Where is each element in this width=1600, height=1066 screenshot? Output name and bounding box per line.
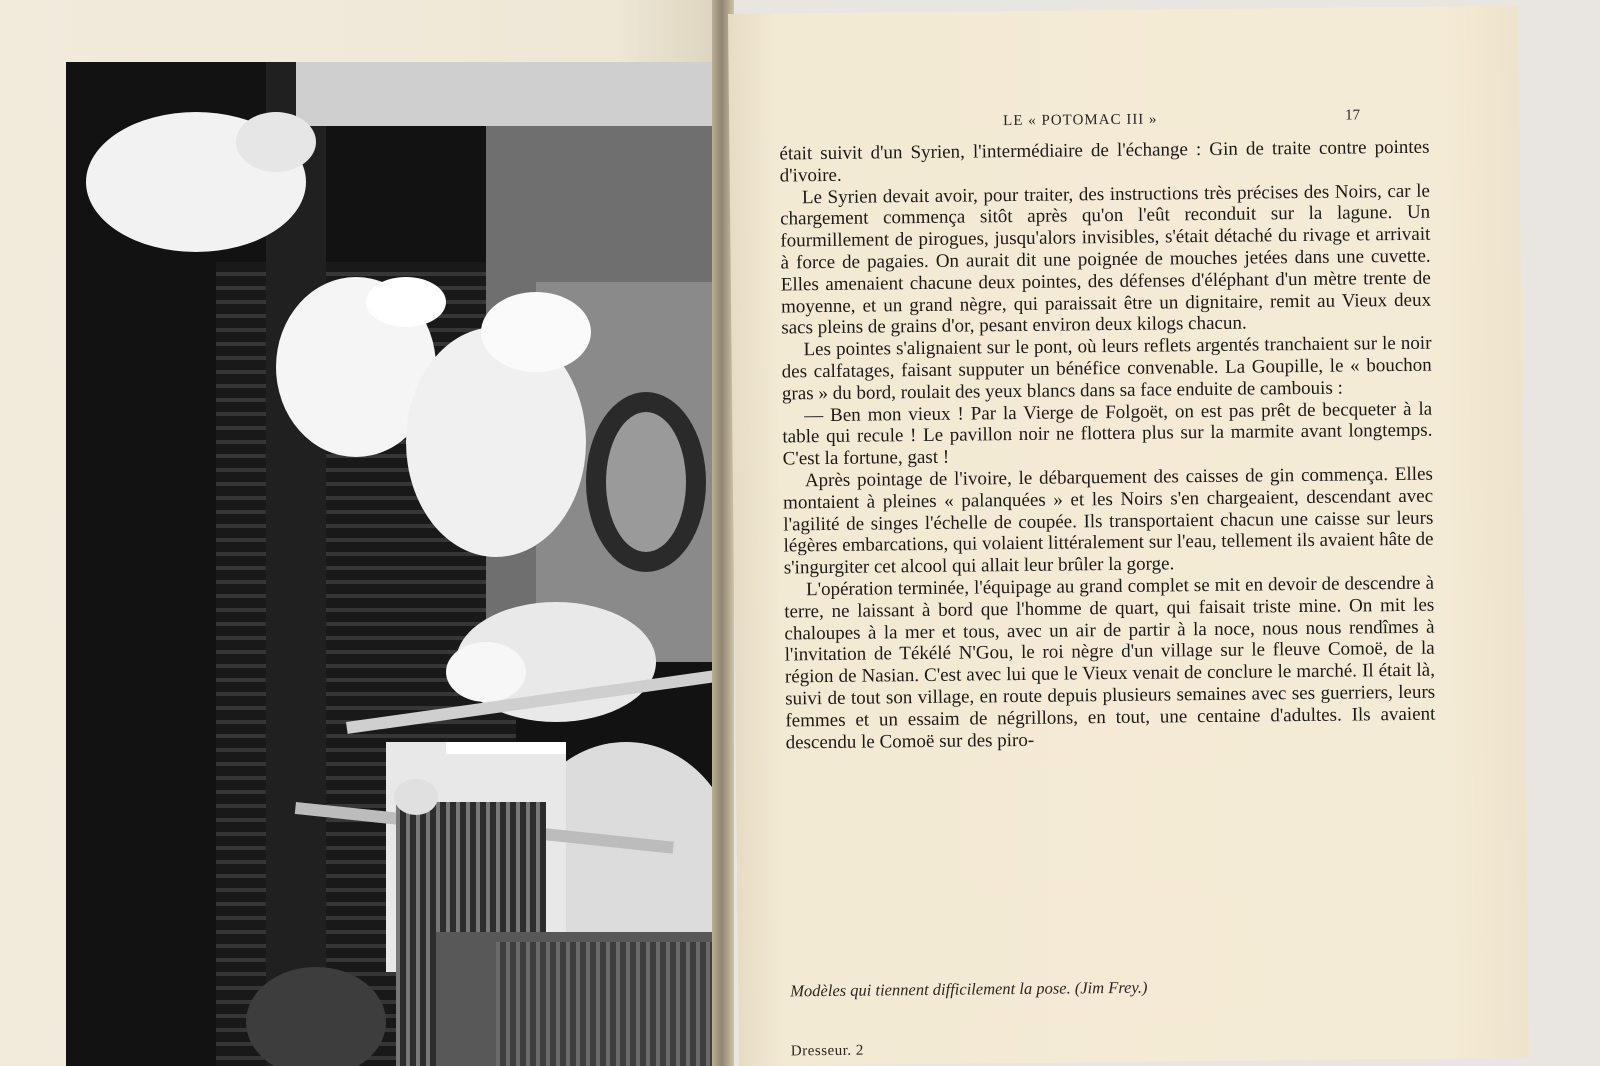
paragraph: Le Syrien devait avoir, pour traiter, des instructions très précises des Noirs, car le chargement commença sitôt après qu'on l'eût reconduit sur la lagune. Un fourmillement de pirogues, jusqu'alors invisibles, s'était détaché du rivage et arrivait à force de pagaies. On aurait dit une poignée de mouches jetées dans une cuvette. Elles amenaient chacune deux pointes, des défenses d'éléphant d'un mètre trente de moyenne, et un grand nègre, qui paraissait être un dignitaire, remit au Vieux deux sacs pleins de grains d'or, pesant environ deux kilogs chacun. <box>780 180 1432 339</box>
left-page <box>0 0 722 1066</box>
paragraph: Les pointes s'alignaient sur le pont, où leurs reflets argentés tranchaient sur le noir des calfatages, faisant supputer un bénéfice convenable. La Goupille, le « bouchon gras » du bord, roulait des yeux blancs dans sa face enduite de cambouis : <box>781 332 1432 405</box>
paragraph: était suivit d'un Syrien, l'intermédiaire de l'échange : Gin de traite contre pointes d'ivoire. <box>779 136 1430 187</box>
photo-plate <box>66 62 712 1066</box>
paragraph: L'opération terminée, l'équipage au grand complet se mit en devoir de descendre à terre, ne laissant à bord que l'homme de quart, qui faisait triste mine. On mit les chaloupes à la mer et tous, avec un air de partir à la noce, nous nous rendîmes à l'invitation de Tékélé N'Gou, le roi nègre d'un village sur le fleuve Comoë, de la région de Nasian. C'est avec lui que le Vieux venait de conclure le marché. Il était là, suivi de tout son village, en route depuis plusieurs semaines avec ses guerriers, leurs femmes et un essaim de négrillons, en tout, une centaine d'adultes. Ils avaient descendu le Comoë sur des piro- <box>784 572 1436 753</box>
running-head: LE « POTOMAC III » <box>1003 111 1158 130</box>
right-page <box>728 6 1529 1066</box>
body-text <box>779 137 1435 754</box>
signature-mark: Dresseur. 2 <box>790 1042 864 1060</box>
paragraph: — Ben mon vieux ! Par la Vierge de Folgoët, on est pas prêt de becqueter à la table qui recule ! Le pavillon noir ne flottera plus sur la marmite avant longtemps. C'est la fortune, gast ! <box>782 398 1433 470</box>
polar-bears-photo-icon <box>66 62 712 1066</box>
paragraph: Après pointage de l'ivoire, le débarquement des caisses de gin commença. Elles montaient à pleines « palanquées » et les Noirs s'en chargeaient, descendant avec l'agilité de singes l'échelle de coupée. Ils transportaient chacun une caisse sur leurs légères embarcations, qui volaient littéralement sur l'eau, tellement ils avaient hâte de s'ingurgiter cet alcool qui allait leur brûler la gorge. <box>783 463 1434 579</box>
page-number: 17 <box>1345 107 1361 124</box>
photo-caption: Modèles qui tiennent difficilement la pose. (Jim Frey.) <box>790 977 1148 1001</box>
